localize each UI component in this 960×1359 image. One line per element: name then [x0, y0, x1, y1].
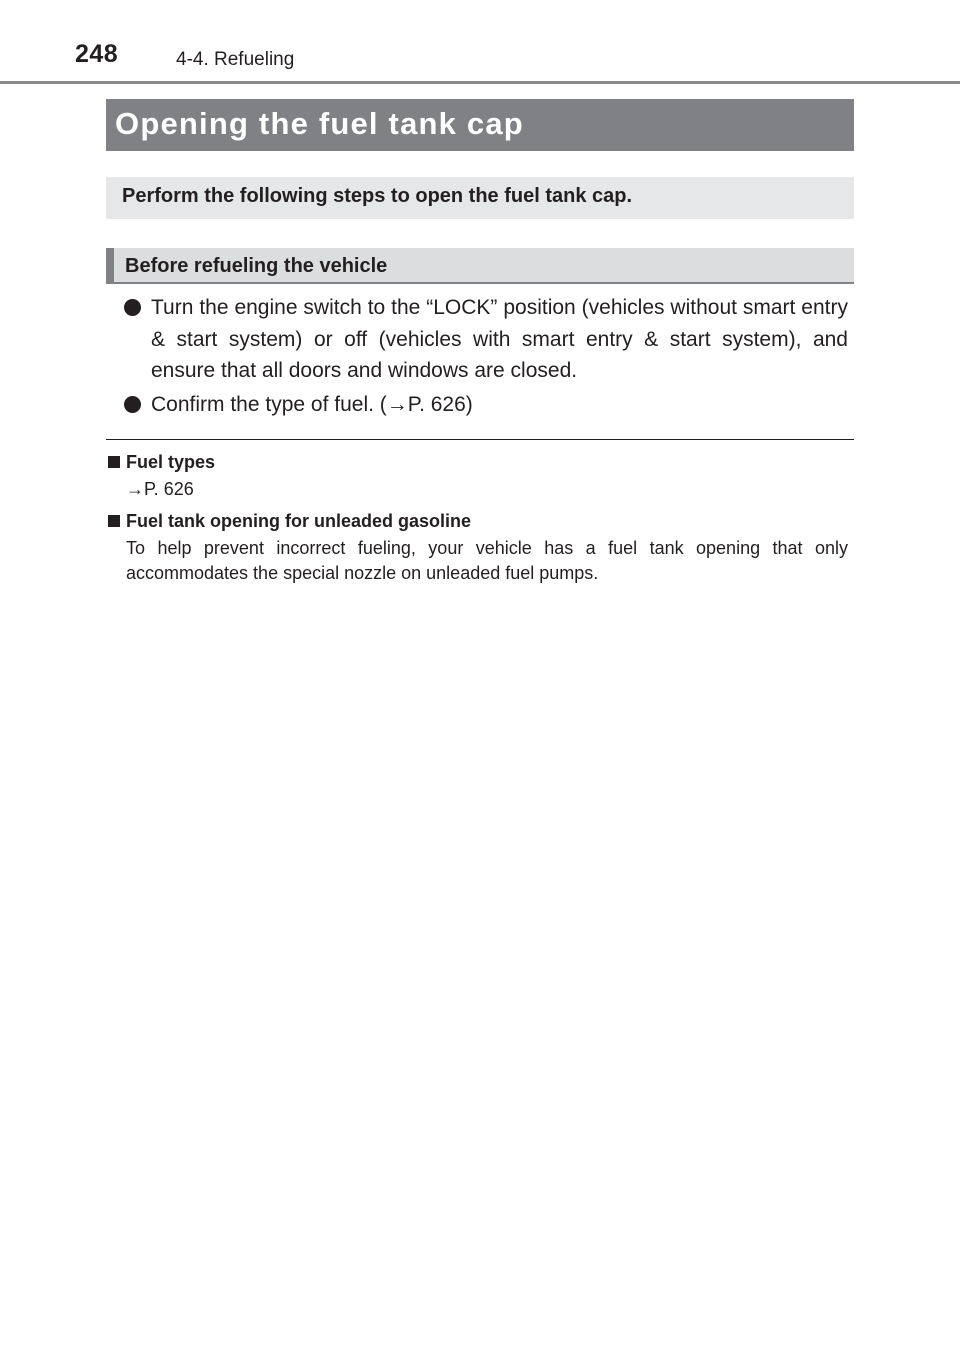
note-heading-label: Fuel tank opening for unleaded gasoline — [126, 511, 472, 531]
list-item — [124, 292, 848, 387]
note-heading — [108, 450, 848, 474]
square-bullet-icon — [108, 456, 120, 468]
page-title: Opening the fuel tank cap — [106, 99, 854, 151]
note-heading-label: Fuel types — [126, 452, 216, 472]
list-item — [124, 389, 848, 421]
list-item-text: Turn the engine switch to the “LOCK” position (vehicles without smart entry & start system) or off (vehicles with smart entry & start system), and ensure that all doors and windows are closed. — [151, 296, 848, 382]
section-breadcrumb: 4-4. Refueling — [176, 49, 295, 70]
heading-marker — [106, 248, 114, 282]
bullet-dot-icon — [124, 299, 141, 316]
subsection-heading — [106, 248, 854, 284]
intro-text: Perform the following steps to open the fuel tank cap. — [106, 177, 854, 219]
bullet-list — [124, 292, 848, 422]
list-item-text: Confirm the type of fuel. (→P. 626) — [151, 392, 473, 416]
subsection-heading-label: Before refueling the vehicle — [125, 255, 388, 277]
note-body: To help prevent incorrect fueling, your vehicle has a fuel tank opening that only accommodates the special nozzle on unleaded fuel pumps. — [126, 538, 848, 583]
header-rule — [0, 81, 960, 84]
bullet-dot-icon — [124, 396, 141, 413]
page-number: 248 — [75, 40, 119, 68]
square-bullet-icon — [108, 515, 120, 527]
section-divider — [106, 439, 854, 440]
note-heading — [108, 509, 848, 533]
note-body: →P. 626 — [126, 479, 194, 499]
notes-section — [108, 450, 848, 593]
